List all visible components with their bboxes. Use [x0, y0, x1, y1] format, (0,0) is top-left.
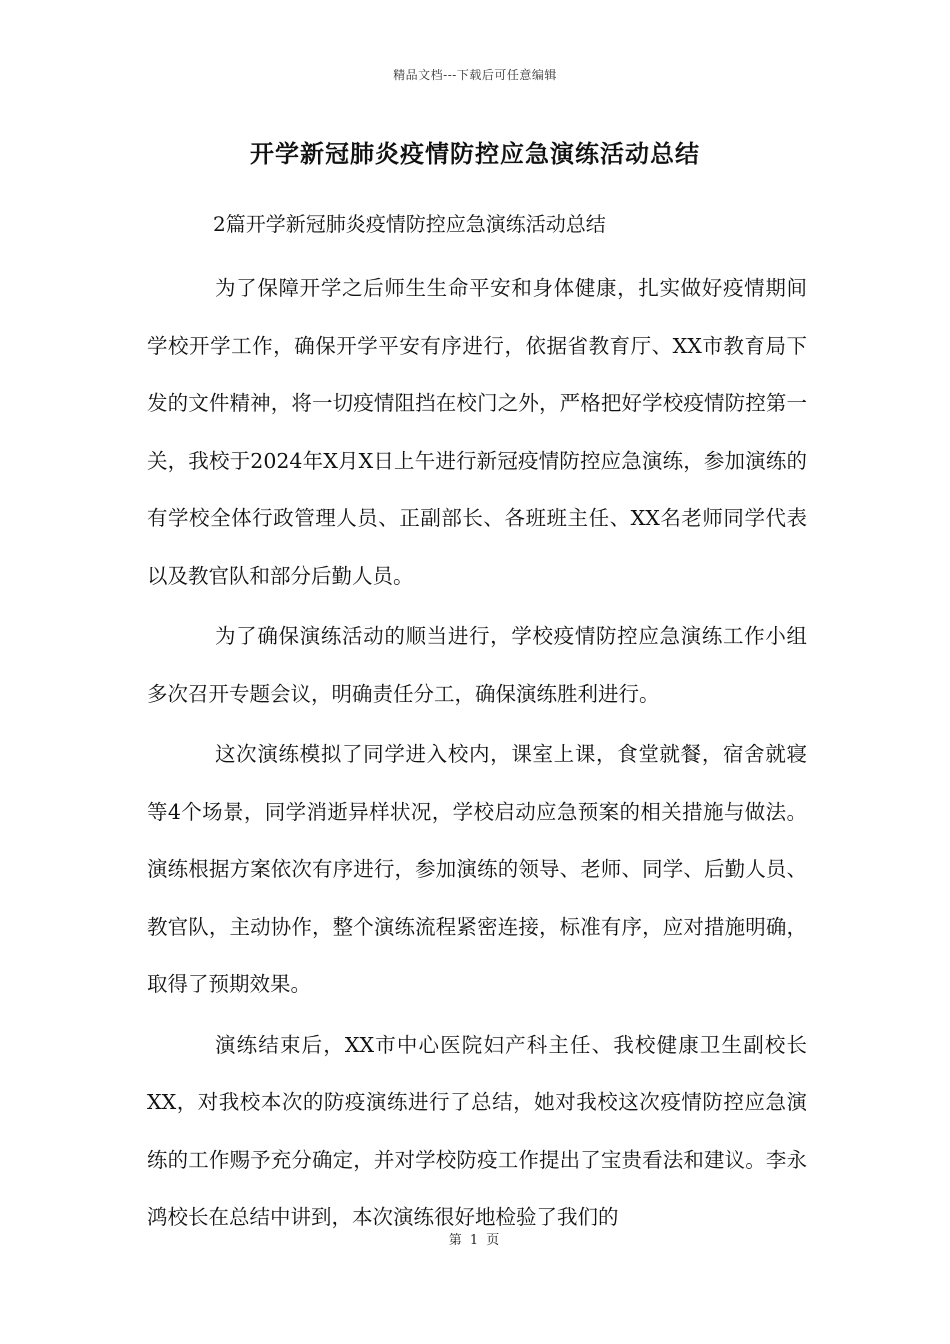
- document-title: 开学新冠肺炎疫情防控应急演练活动总结: [250, 139, 700, 168]
- page-number: 第 1 页: [448, 1233, 502, 1248]
- document-subtitle: 2篇开学新冠肺炎疫情防控应急演练活动总结: [213, 212, 606, 236]
- paragraph: 这次演练模拟了同学进入校内，课室上课，食堂就餐，宿舍就寝等4个场景，同学消逝异样状况，学校启动应急预案的相关措施与做法。演练根据方案依次有序进行，参加演练的领导、老师、同学、后勤人员、教官队，主动协作，整个演练流程紧密连接，标准有序，应对措施明确，取得了预期效果。: [147, 742, 807, 996]
- header-note: 精品文档---下载后可任意编辑: [393, 68, 557, 82]
- paragraph: 为了保障开学之后师生生命平安和身体健康，扎实做好疫情期间学校开学工作，确保开学平安有序进行，依据省教育厅、XX市教育局下发的文件精神，将一切疫情阻挡在校门之外，严格把好学校疫情防控第一关，我校于2024年X月X日上午进行新冠疫情防控应急演练，参加演练的有学校全体行政管理人员、正副部长、各班班主任、XX名老师同学代表以及教官队和部分后勤人员。: [147, 276, 807, 588]
- paragraph: 演练结束后，XX市中心医院妇产科主任、我校健康卫生副校长XX，对我校本次的防疫演练进行了总结，她对我校这次疫情防控应急演练的工作赐予充分确定，并对学校防疫工作提出了宝贵看法和建议。李永鸿校长在总结中讲到，本次演练很好地检验了我们的: [147, 1032, 807, 1229]
- document-body: [147, 260, 807, 1250]
- paragraph: 为了确保演练活动的顺当进行，学校疫情防控应急演练工作小组多次召开专题会议，明确责任分工，确保演练胜利进行。: [147, 624, 807, 706]
